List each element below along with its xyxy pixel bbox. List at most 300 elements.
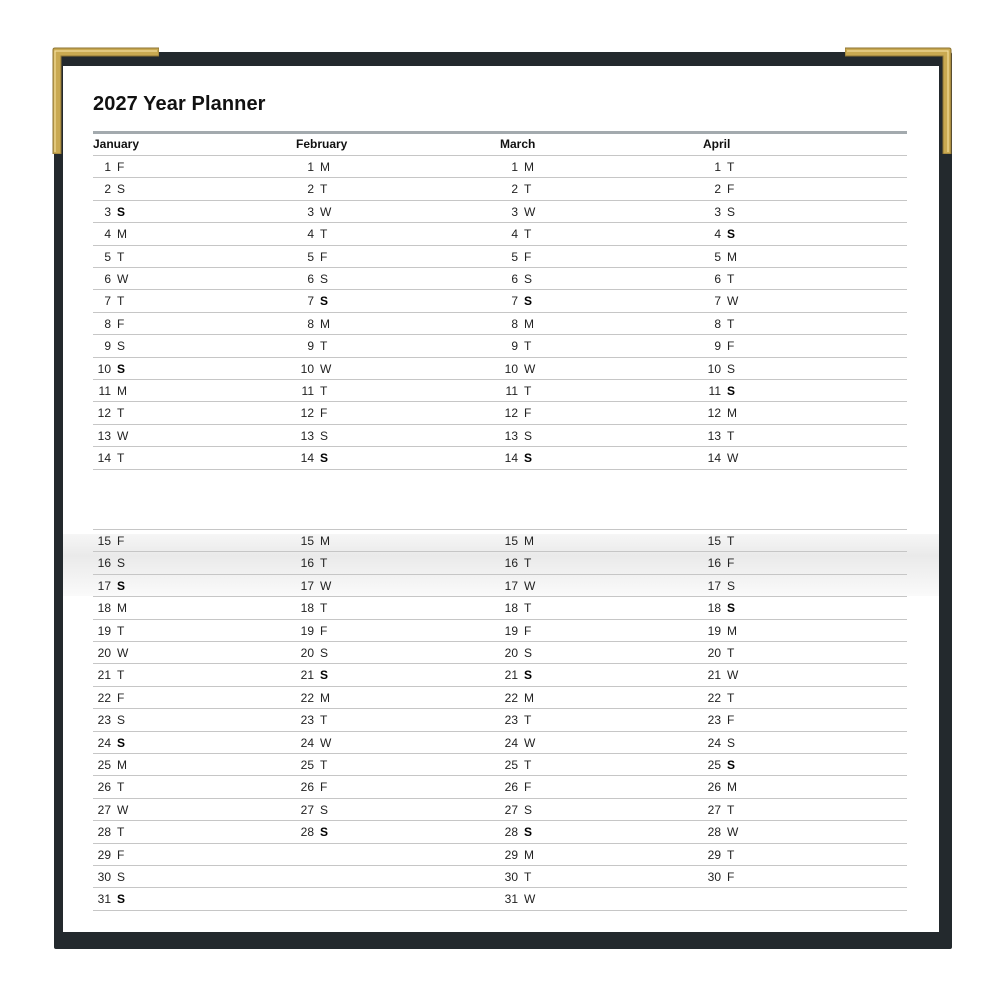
day-entry (87, 732, 267, 754)
day-entry (494, 844, 674, 866)
day-of-week: S (320, 668, 329, 682)
day-of-week: T (524, 227, 532, 241)
day-of-week: S (117, 870, 126, 884)
day-entry (87, 866, 267, 888)
day-entry (494, 268, 674, 290)
day-entry (290, 268, 470, 290)
day-number: 16 (300, 556, 314, 570)
day-of-week: S (727, 384, 736, 398)
day-number: 6 (511, 272, 518, 286)
day-entry (697, 620, 877, 642)
day-number: 4 (104, 227, 111, 241)
day-number: 18 (504, 601, 518, 615)
day-number: 19 (707, 624, 721, 638)
day-entry (494, 313, 674, 335)
day-entry (697, 709, 877, 731)
day-number: 24 (300, 736, 314, 750)
day-number: 25 (300, 758, 314, 772)
day-number: 24 (707, 736, 721, 750)
day-of-week: S (320, 803, 329, 817)
day-of-week: F (320, 780, 328, 794)
day-of-week: W (320, 362, 332, 376)
day-of-week: M (524, 534, 534, 548)
day-number: 20 (504, 646, 518, 660)
day-of-week: W (117, 646, 129, 660)
day-number: 1 (714, 160, 721, 174)
day-number: 21 (707, 668, 721, 682)
day-of-week: S (727, 205, 736, 219)
day-of-week: S (117, 362, 126, 376)
day-entry (494, 290, 674, 312)
day-entry (697, 664, 877, 686)
day-number: 30 (97, 870, 111, 884)
day-of-week: S (320, 429, 329, 443)
day-of-week: F (524, 780, 532, 794)
day-of-week: M (117, 227, 127, 241)
day-entry (697, 290, 877, 312)
day-of-week: S (524, 294, 533, 308)
day-number: 13 (707, 429, 721, 443)
day-entry (87, 380, 267, 402)
day-of-week: F (727, 339, 735, 353)
day-of-week: W (117, 803, 129, 817)
day-number: 14 (504, 451, 518, 465)
day-entry (697, 799, 877, 821)
day-number: 21 (300, 668, 314, 682)
day-entry (87, 402, 267, 424)
day-of-week: F (117, 691, 125, 705)
day-entry (697, 866, 877, 888)
day-entry (697, 223, 877, 245)
day-number: 7 (511, 294, 518, 308)
day-number: 28 (707, 825, 721, 839)
day-entry (87, 358, 267, 380)
day-entry (697, 178, 877, 200)
day-entry (697, 335, 877, 357)
day-number: 4 (714, 227, 721, 241)
day-of-week: T (524, 556, 532, 570)
day-entry (697, 844, 877, 866)
day-of-week: T (320, 556, 328, 570)
day-entry (87, 178, 267, 200)
day-number: 9 (104, 339, 111, 353)
day-number: 4 (307, 227, 314, 241)
day-number: 28 (504, 825, 518, 839)
day-of-week: F (524, 624, 532, 638)
day-entry (494, 425, 674, 447)
day-of-week: W (320, 205, 332, 219)
day-of-week: S (524, 825, 533, 839)
day-number: 29 (707, 848, 721, 862)
day-number: 25 (504, 758, 518, 772)
day-entry (87, 223, 267, 245)
day-of-week: F (117, 848, 125, 862)
day-entry (697, 201, 877, 223)
day-number: 15 (504, 534, 518, 548)
day-of-week: M (524, 160, 534, 174)
day-number: 15 (97, 534, 111, 548)
day-of-week: W (524, 892, 536, 906)
day-number: 30 (707, 870, 721, 884)
day-of-week: M (117, 384, 127, 398)
day-number: 26 (97, 780, 111, 794)
day-number: 24 (97, 736, 111, 750)
day-number: 9 (714, 339, 721, 353)
month-header-january: January (93, 137, 140, 151)
day-of-week: T (727, 272, 735, 286)
day-number: 31 (504, 892, 518, 906)
day-entry (697, 754, 877, 776)
day-number: 10 (504, 362, 518, 376)
day-of-week: S (320, 294, 329, 308)
day-of-week: W (524, 362, 536, 376)
day-entry (494, 866, 674, 888)
day-number: 16 (504, 556, 518, 570)
day-entry (494, 552, 674, 574)
day-of-week: M (524, 848, 534, 862)
day-of-week: M (320, 160, 330, 174)
day-entry (697, 380, 877, 402)
day-of-week: W (320, 736, 332, 750)
day-entry (697, 552, 877, 574)
day-entry (290, 754, 470, 776)
day-number: 27 (504, 803, 518, 817)
day-of-week: S (117, 205, 126, 219)
day-entry (697, 732, 877, 754)
day-entry (290, 664, 470, 686)
day-entry (87, 290, 267, 312)
day-number: 13 (97, 429, 111, 443)
day-of-week: M (727, 624, 737, 638)
day-number: 10 (300, 362, 314, 376)
day-number: 18 (97, 601, 111, 615)
day-entry (494, 732, 674, 754)
day-entry (87, 799, 267, 821)
day-number: 16 (97, 556, 111, 570)
day-of-week: T (727, 848, 735, 862)
day-number: 25 (707, 758, 721, 772)
day-of-week: S (727, 227, 736, 241)
day-number: 16 (707, 556, 721, 570)
day-entry (494, 687, 674, 709)
day-number: 14 (707, 451, 721, 465)
day-entry (494, 664, 674, 686)
day-of-week: F (727, 870, 735, 884)
day-of-week: F (320, 406, 328, 420)
day-entry (290, 552, 470, 574)
day-of-week: S (320, 451, 329, 465)
day-entry (494, 156, 674, 178)
day-entry (290, 290, 470, 312)
month-header-march: March (500, 137, 536, 151)
day-entry (697, 687, 877, 709)
day-entry (290, 447, 470, 469)
header-rule (93, 131, 907, 134)
day-entry (494, 597, 674, 619)
day-entry (494, 246, 674, 268)
day-entry (494, 380, 674, 402)
day-of-week: F (524, 250, 532, 264)
day-number: 22 (504, 691, 518, 705)
day-of-week: T (524, 182, 532, 196)
day-entry (290, 313, 470, 335)
day-entry (494, 335, 674, 357)
day-number: 3 (104, 205, 111, 219)
day-number: 15 (300, 534, 314, 548)
day-of-week: F (320, 250, 328, 264)
day-number: 6 (307, 272, 314, 286)
day-number: 12 (504, 406, 518, 420)
day-entry (697, 246, 877, 268)
day-of-week: S (117, 892, 126, 906)
day-entry (87, 425, 267, 447)
day-of-week: M (524, 691, 534, 705)
day-of-week: T (727, 803, 735, 817)
day-entry (87, 530, 267, 552)
day-entry (290, 732, 470, 754)
day-entry (494, 776, 674, 798)
day-number: 14 (97, 451, 111, 465)
day-of-week: S (117, 182, 126, 196)
day-number: 10 (707, 362, 721, 376)
day-of-week: T (117, 250, 125, 264)
day-entry (87, 664, 267, 686)
day-entry (290, 178, 470, 200)
day-entry (697, 642, 877, 664)
day-entry (494, 178, 674, 200)
day-entry (697, 268, 877, 290)
day-of-week: T (320, 227, 328, 241)
row-divider (93, 469, 907, 470)
day-entry (697, 575, 877, 597)
day-of-week: F (320, 624, 328, 638)
day-of-week: W (524, 736, 536, 750)
day-entry (87, 313, 267, 335)
day-number: 23 (707, 713, 721, 727)
day-number: 7 (307, 294, 314, 308)
day-of-week: M (320, 317, 330, 331)
day-number: 27 (97, 803, 111, 817)
day-entry (290, 402, 470, 424)
day-entry (87, 447, 267, 469)
day-entry (87, 156, 267, 178)
day-number: 26 (707, 780, 721, 794)
day-of-week: M (320, 534, 330, 548)
day-number: 28 (300, 825, 314, 839)
day-of-week: S (727, 601, 736, 615)
day-number: 1 (511, 160, 518, 174)
row-divider (93, 910, 907, 911)
day-entry (697, 425, 877, 447)
day-number: 11 (505, 384, 518, 398)
day-number: 2 (307, 182, 314, 196)
day-number: 2 (511, 182, 518, 196)
day-number: 26 (504, 780, 518, 794)
day-of-week: S (727, 758, 736, 772)
day-entry (697, 821, 877, 843)
day-number: 9 (511, 339, 518, 353)
month-header-april: April (703, 137, 731, 151)
day-number: 11 (301, 384, 314, 398)
day-entry (290, 223, 470, 245)
day-of-week: T (727, 160, 735, 174)
day-number: 11 (708, 384, 721, 398)
day-number: 17 (97, 579, 111, 593)
day-of-week: T (320, 758, 328, 772)
day-of-week: M (727, 406, 737, 420)
day-of-week: T (727, 534, 735, 548)
day-number: 8 (511, 317, 518, 331)
day-of-week: F (117, 160, 125, 174)
day-of-week: T (524, 601, 532, 615)
day-number: 12 (300, 406, 314, 420)
day-of-week: M (117, 601, 127, 615)
day-entry (494, 821, 674, 843)
day-number: 23 (504, 713, 518, 727)
day-number: 27 (300, 803, 314, 817)
day-of-week: W (320, 579, 332, 593)
day-of-week: T (524, 339, 532, 353)
day-number: 30 (504, 870, 518, 884)
day-of-week: T (524, 384, 532, 398)
day-of-week: S (320, 825, 329, 839)
day-entry (494, 402, 674, 424)
day-number: 23 (97, 713, 111, 727)
day-entry (697, 597, 877, 619)
day-entry (87, 268, 267, 290)
day-entry (494, 447, 674, 469)
day-of-week: F (727, 182, 735, 196)
day-number: 6 (104, 272, 111, 286)
day-entry (87, 552, 267, 574)
day-entry (87, 709, 267, 731)
day-entry (290, 799, 470, 821)
day-number: 8 (714, 317, 721, 331)
day-of-week: S (117, 736, 126, 750)
day-number: 1 (104, 160, 111, 174)
day-of-week: W (524, 205, 536, 219)
day-number: 22 (97, 691, 111, 705)
month-header-february: February (296, 137, 348, 151)
day-number: 31 (97, 892, 111, 906)
day-number: 20 (97, 646, 111, 660)
day-of-week: S (320, 646, 329, 660)
day-number: 18 (300, 601, 314, 615)
day-number: 20 (300, 646, 314, 660)
day-number: 27 (707, 803, 721, 817)
day-number: 7 (104, 294, 111, 308)
day-of-week: T (117, 668, 125, 682)
day-of-week: F (524, 406, 532, 420)
day-of-week: T (117, 451, 125, 465)
day-number: 29 (504, 848, 518, 862)
day-number: 1 (307, 160, 314, 174)
day-entry (697, 447, 877, 469)
day-entry (290, 620, 470, 642)
day-of-week: S (320, 272, 329, 286)
day-number: 11 (98, 384, 111, 398)
day-number: 19 (97, 624, 111, 638)
day-entry (290, 156, 470, 178)
day-entry (494, 642, 674, 664)
day-of-week: M (727, 780, 737, 794)
day-number: 29 (97, 848, 111, 862)
day-entry (87, 335, 267, 357)
day-number: 25 (97, 758, 111, 772)
day-entry (290, 597, 470, 619)
day-entry (290, 201, 470, 223)
day-number: 13 (300, 429, 314, 443)
day-of-week: M (727, 250, 737, 264)
day-number: 23 (300, 713, 314, 727)
day-entry (494, 223, 674, 245)
day-number: 13 (504, 429, 518, 443)
day-entry (87, 776, 267, 798)
day-of-week: T (524, 870, 532, 884)
day-entry (494, 709, 674, 731)
day-number: 8 (307, 317, 314, 331)
day-entry (697, 776, 877, 798)
day-entry (494, 201, 674, 223)
day-number: 14 (300, 451, 314, 465)
day-of-week: S (117, 713, 126, 727)
day-of-week: T (117, 624, 125, 638)
day-entry (697, 156, 877, 178)
day-of-week: T (727, 317, 735, 331)
day-entry (290, 530, 470, 552)
day-entry (87, 754, 267, 776)
day-of-week: S (524, 646, 533, 660)
day-number: 8 (104, 317, 111, 331)
day-of-week: W (727, 668, 739, 682)
day-number: 5 (714, 250, 721, 264)
day-number: 4 (511, 227, 518, 241)
day-of-week: W (727, 825, 739, 839)
day-entry (494, 620, 674, 642)
day-entry (87, 687, 267, 709)
day-of-week: S (727, 736, 736, 750)
day-of-week: S (117, 339, 126, 353)
day-number: 17 (707, 579, 721, 593)
day-of-week: T (320, 339, 328, 353)
day-number: 5 (104, 250, 111, 264)
day-of-week: W (117, 429, 129, 443)
day-entry (87, 597, 267, 619)
day-number: 22 (300, 691, 314, 705)
day-entry (87, 201, 267, 223)
day-number: 2 (714, 182, 721, 196)
day-number: 10 (97, 362, 111, 376)
day-of-week: T (117, 294, 125, 308)
day-entry (290, 821, 470, 843)
day-of-week: M (117, 758, 127, 772)
day-entry (290, 425, 470, 447)
day-of-week: T (727, 429, 735, 443)
day-entry (87, 844, 267, 866)
day-entry (290, 687, 470, 709)
day-entry (290, 709, 470, 731)
day-of-week: S (117, 579, 126, 593)
day-of-week: S (524, 429, 533, 443)
day-number: 15 (707, 534, 721, 548)
day-entry (87, 642, 267, 664)
day-entry (87, 575, 267, 597)
day-number: 3 (511, 205, 518, 219)
day-of-week: F (117, 317, 125, 331)
day-of-week: M (524, 317, 534, 331)
day-number: 9 (307, 339, 314, 353)
day-number: 24 (504, 736, 518, 750)
